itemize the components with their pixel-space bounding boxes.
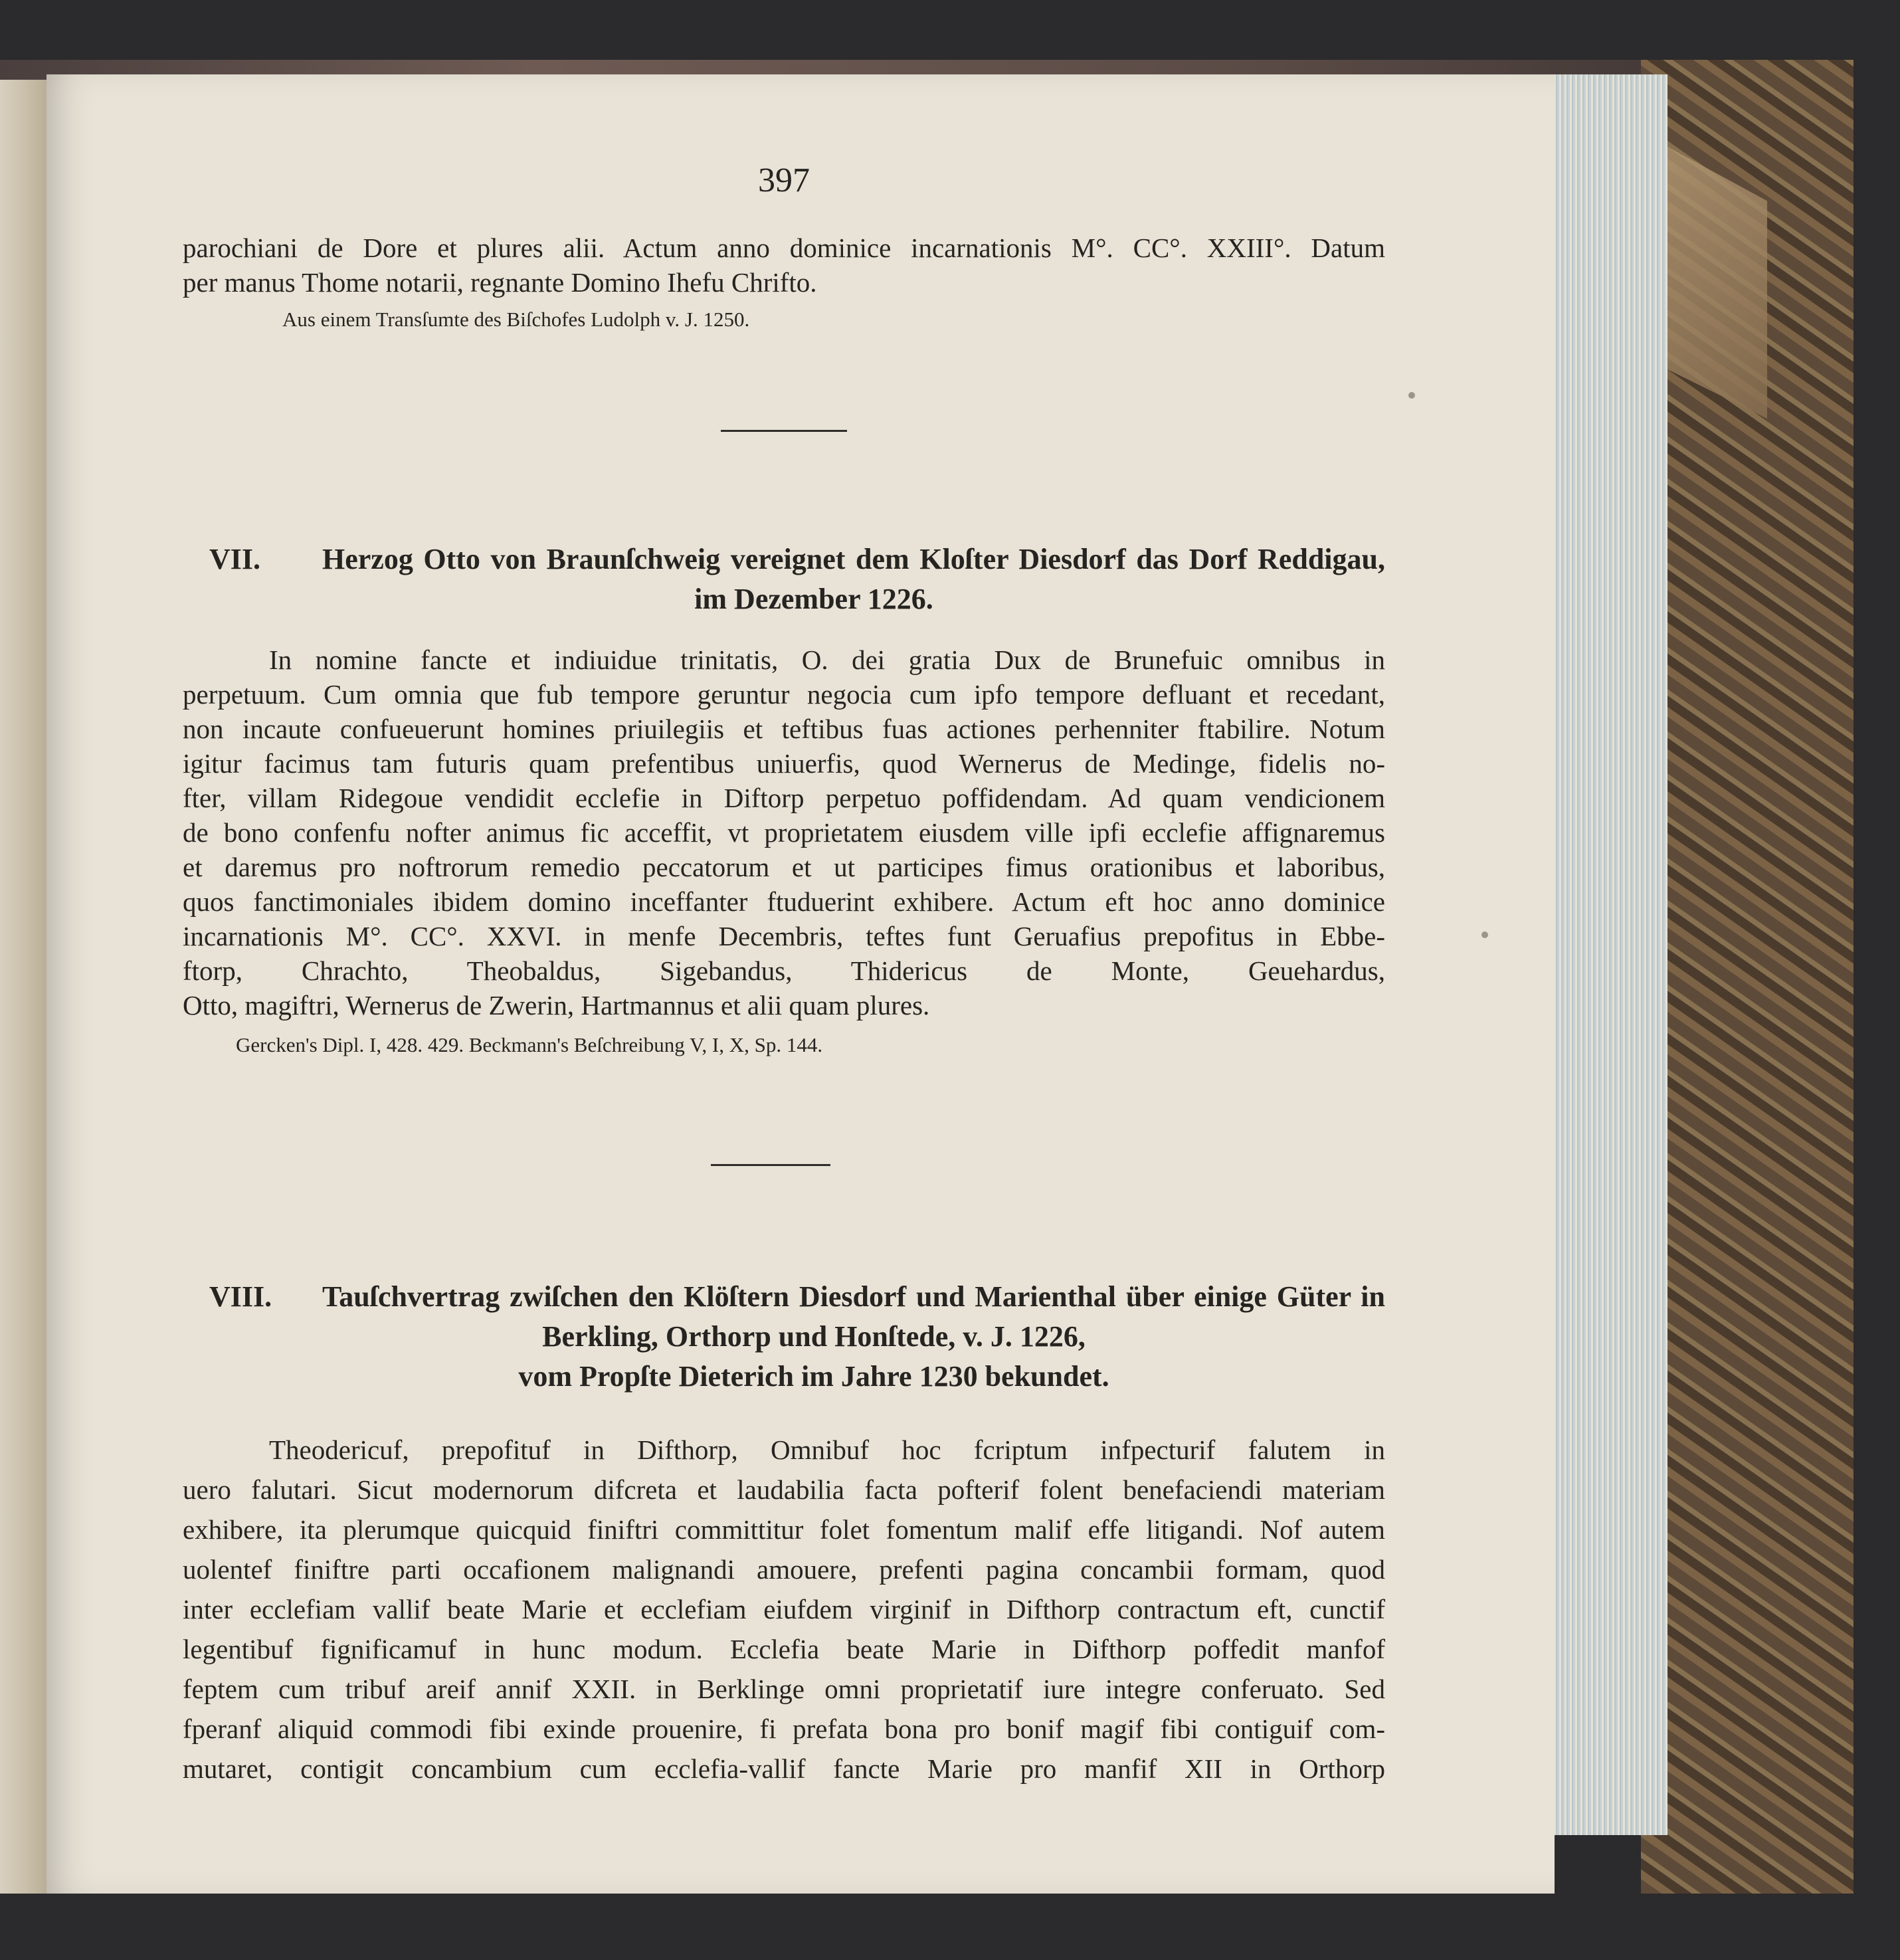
text-line: uolentef finiftre parti occafionem malignandi amouere, prefenti pagina concambii formam, quod [183,1554,1385,1585]
page-edges [1541,74,1667,1835]
left-page-edge [0,80,47,1894]
text-line: ftorp, Chrachto, Theobaldus, Sigebandus, Thidericus de Monte, Geuehardus, [183,955,1385,986]
text-line: igitur facimus tam futuris quam prefentibus uniuerfis, quod Wernerus de Medinge, fidelis no- [183,748,1385,779]
text-line: fter, villam Ridegoue vendidit ecclefie in Diftorp perpetuo poffidendam. Ad quam vendicionem [183,783,1385,813]
text-line: parochiani de Dore et plures alii. Actum anno dominice incarnationis M°. CC°. XXIII°. Datum [183,233,1385,263]
text-line: de bono confenfu nofter animus fic acceffit, vt proprietatem eiusdem ville ipfi ecclefie affignaremus [183,817,1385,848]
section-number: VII. [209,543,261,575]
text-line: Otto, magiftri, Wernerus de Zwerin, Hartmannus et alii quam plures. [183,990,930,1021]
text-line: feptem cum tribuf areif annif XXII. in Berklinge omni proprietatif iure integre conferuato. Sed [183,1674,1385,1704]
section-number: VIII. [209,1280,272,1313]
text-line: fperanf aliquid commodi fibi exinde prouenire, fi prefata bona pro bonif magif fibi contiguif com- [183,1714,1385,1744]
text-line: non incaute confueuerunt homines priuilegiis et teftibus fuas actiones perhenniter ftabilire. Notum [183,714,1385,744]
heading-line: im Dezember 1226. [694,583,933,615]
text-line: et daremus pro noftrorum remedio peccatorum et ut participes fimus orationibus et laboribus, [183,852,1385,882]
source-note: Gercken's Dipl. I, 428. 429. Beckmann's Beſchreibung V, I, X, Sp. 144. [236,1033,823,1056]
paper-speck [1481,931,1488,938]
section-divider [711,1164,830,1166]
text-line: per manus Thome notarii, regnante Domino Ihefu Chrifto. [183,267,817,298]
section-viii-heading [183,1277,1385,1397]
text-line: quos fanctimoniales ibidem domino inceffanter ftuduerint exhibere. Actum eft hoc anno dominice [183,886,1385,917]
text-line: inter ecclefiam vallif beate Marie et ecclefiam eiufdem virginif in Difthorp contractum eft, cunctif [183,1594,1385,1624]
heading-line: Herzog Otto von Braunſchweig vereignet dem Kloſter Diesdorf das Dorf Reddigau, [322,543,1385,575]
text-line: perpetuum. Cum omnia que fub tempore geruntur negocia cum ipfo tempore defluant et recedant, [183,679,1385,710]
paper-speck [1408,392,1415,399]
source-note: Aus einem Transſumte des Biſchofes Ludolph v. J. 1250. [282,308,750,331]
text-line: incarnationis M°. CC°. XXVI. in menfe Decembris, teftes funt Geruafius prepofitus in Ebbe- [183,921,1385,951]
text-line: legentibuf fignificamuf in hunc modum. Ecclefia beate Marie in Difthorp poffedit manfof [183,1634,1385,1664]
heading-line: Tauſchvertrag zwiſchen den Klöſtern Diesdorf und Marienthal über einige Güter in [322,1280,1385,1313]
page-number: 397 [758,161,810,199]
intro-text [183,231,1385,333]
section-vii-heading [183,539,1385,619]
heading-line: Berkling, Orthorp und Honſtede, v. J. 1226, [542,1320,1086,1353]
section-viii-body [183,1430,1385,1789]
heading-line: vom Propſte Dieterich im Jahre 1230 bekundet. [518,1360,1109,1393]
text-line: Theodericuf, prepofituf in Difthorp, Omnibuf hoc fcriptum infpecturif falutem in [269,1434,1385,1465]
section-vii-body [183,642,1385,1058]
text-line: exhibere, ita plerumque quicquid finiftri committitur folet fomentum malif effe litigandi. Nof autem [183,1514,1385,1545]
text-line: In nomine fancte et indiuidue trinitatis, O. dei gratia Dux de Brunefuic omnibus in [269,644,1385,675]
book-page [47,74,1555,1894]
section-divider [721,430,847,432]
text-line: uero falutari. Sicut modernorum difcreta et laudabilia facta pofterif folent benefaciendi materiam [183,1474,1385,1505]
text-line: mutaret, contigit concambium cum ecclefia-vallif fancte Marie pro manfif XII in Orthorp [183,1753,1385,1784]
